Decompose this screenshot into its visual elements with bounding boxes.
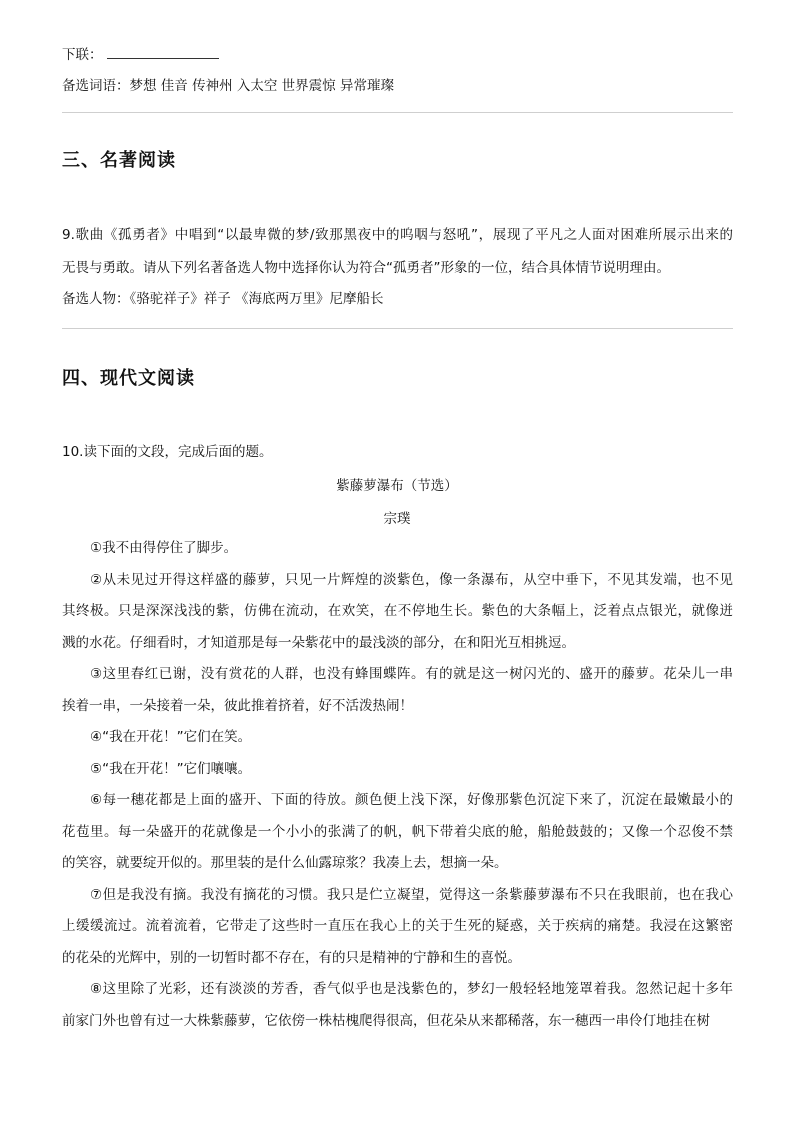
paragraph-5-line: ⑤“我在开花！”它们嚷嚷。 [90,760,252,777]
q10-prompt: 10.读下面的文段，完成后面的题。 [62,444,273,460]
section-title-classics: 三、名著阅读 [62,150,176,171]
passage-author: 宗璞 [383,511,411,527]
paragraph-7-line: 的花朵的光辉中，别的一切暂时都不存在，有的只是精神的宁静和生的喜悦。 [62,949,521,966]
answer-blank[interactable] [107,44,219,59]
paragraph-7-line: 上缓缓流过。流着流着，它带走了这些时一直压在我心上的关于生死的疑惑，关于疾病的痛楚。我浸在这繁密 [62,918,733,934]
section-divider [62,112,733,113]
couplet-word-options: 备选词语：梦想 佳音 传神州 入太空 世界震惊 异常璀璨 [62,78,394,94]
passage-body [62,533,733,1037]
paragraph-8-line: ⑧这里除了光彩，还有淡淡的芳香，香气似乎也是浅紫色的，梦幻一般轻轻地笼罩着我。忽然记起十多年 [90,981,733,997]
q9-candidates: 备选人物：《骆驼祥子》祥子 《海底两万里》尼摩船长 [62,291,384,307]
section-title-modern-reading: 四、现代文阅读 [62,368,195,389]
q9-line-2: 无畏与勇敢。请从下列名著备选人物中选择你认为符合“孤勇者”形象的一位，结合具体情节说明理由。 [62,260,670,276]
couplet-lower-label: 下联： [62,47,103,63]
paragraph-2-line: ②从未见过开得这样盛的藤萝，只见一片辉煌的淡紫色，像一条瀑布，从空中垂下，不见其发端，也不见 [90,571,733,588]
paragraph-6-line: 的笑容，就要绽开似的。那里装的是什么仙露琼浆？我凑上去，想摘一朵。 [62,855,508,871]
paragraph-8-line: 前家门外也曾有过一大株紫藤萝，它依傍一株枯槐爬得很高，但花朵从来都稀落，东一穗西一串伶仃地挂在树 [62,1012,710,1029]
paragraph-7-line: ⑦但是我没有摘。我没有摘花的习惯。我只是伫立凝望，觉得这一条紫藤萝瀑布不只在我眼前，也在我心 [90,886,733,903]
paragraph-3-line: ③这里春红已谢，没有赏花的人群，也没有蜂围蝶阵。有的就是这一树闪光的、盛开的藤萝。花朵儿一串 [90,666,733,682]
paragraph-3-line: 挨着一串，一朵接着一朵，彼此推着挤着，好不活泼热闹！ [62,697,413,714]
paragraph-6-line: ⑥每一穗花都是上面的盛开、下面的待放。颜色便上浅下深，好像那紫色沉淀下来了，沉淀在最嫩最小的 [90,792,733,808]
passage-title: 紫藤萝瀑布（节选） [336,478,458,494]
section-divider [62,328,733,329]
paragraph-1-line: ①我不由得停住了脚步。 [90,540,238,556]
paragraph-6-line: 花苞里。每一朵盛开的花就像是一个小小的张满了的帆，帆下带着尖底的舱，船舱鼓鼓的；又像一个忍俊不禁 [62,823,733,840]
paragraph-4-line: ④“我在开花！”它们在笑。 [90,729,252,745]
couplet-lower-line [62,44,219,65]
paragraph-2-line: 溅的水花。仔细看时，才知道那是每一朵紫花中的最浅淡的部分，在和阳光互相挑逗。 [62,634,575,651]
q9-line-1: 9.歌曲《孤勇者》中唱到“以最卑微的梦/致那黑夜中的呜咽与怒吼”，展现了平凡之人面对困难所展示出来的 [62,227,733,243]
paragraph-2-line: 其终极。只是深深浅浅的紫，仿佛在流动，在欢笑，在不停地生长。紫色的大条幅上，泛着点点银光，就像迸 [62,603,733,619]
